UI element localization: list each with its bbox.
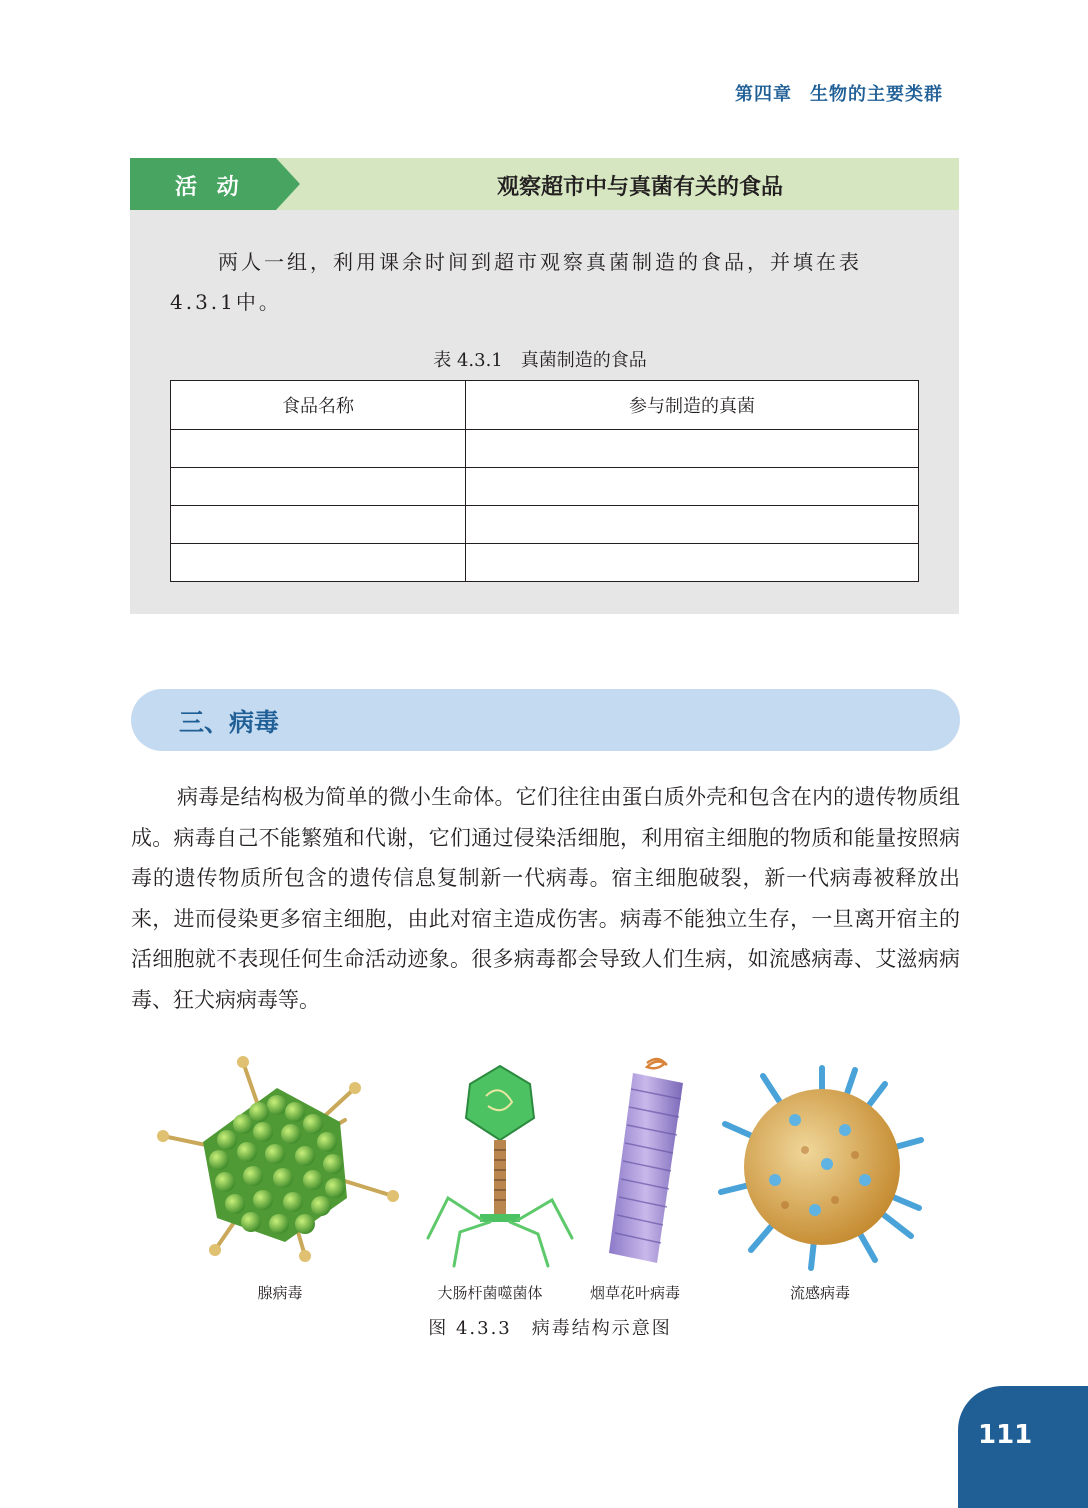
table-cell[interactable]: [171, 468, 466, 506]
section-banner: [131, 689, 960, 751]
table-cell[interactable]: [466, 544, 919, 582]
table-row: [171, 506, 919, 544]
table-cell[interactable]: [171, 506, 466, 544]
table-header-food-name: 食品名称: [171, 381, 466, 430]
table-cell[interactable]: [466, 468, 919, 506]
adenovirus-label: 腺病毒: [257, 1284, 303, 1302]
section-title: 三、病毒: [179, 708, 280, 737]
activity-header: [130, 158, 959, 210]
activity-instructions: 两人一组，利用课余时间到超市观察真菌制造的食品，并填在表4.3.1中。: [170, 250, 862, 314]
tobacco-mosaic-virus-illustration: [595, 1055, 705, 1270]
virus-figure: [150, 1050, 950, 1350]
bacteriophage-illustration: [420, 1060, 580, 1270]
table-cell[interactable]: [171, 430, 466, 468]
table-row: [171, 468, 919, 506]
influenza-virus-illustration: [715, 1060, 930, 1275]
table-header-row: [171, 381, 919, 430]
table-row: [171, 544, 919, 582]
page-number-tab: [958, 1386, 1088, 1508]
table-caption: 表 4.3.1 真菌制造的食品: [433, 350, 647, 371]
activity-title: 观察超市中与真菌有关的食品: [496, 175, 783, 200]
activity-box: [130, 158, 959, 614]
table-header-fungus: 参与制造的真菌: [466, 381, 919, 430]
activity-tag-label: 活 动: [175, 175, 245, 200]
adenovirus-illustration: [155, 1050, 400, 1270]
tobacco-mosaic-virus-label: 烟草花叶病毒: [589, 1284, 680, 1302]
fungi-food-table: [170, 380, 919, 582]
chapter-number: 第四章: [735, 84, 792, 105]
page-number: 111: [978, 1420, 1033, 1450]
influenza-virus-label: 流感病毒: [789, 1284, 850, 1302]
chapter-header: [735, 80, 995, 110]
table-cell[interactable]: [466, 430, 919, 468]
figure-caption: 图 4.3.3 病毒结构示意图: [428, 1318, 672, 1339]
table-cell[interactable]: [466, 506, 919, 544]
virus-body-text: 病毒是结构极为简单的微小生命体。它们往往由蛋白质外壳和包含在内的遗传物质组成。病毒自己不能繁殖和代谢，它们通过侵染活细胞，利用宿主细胞的物质和能量按照病毒的遗传物质所包含的遗传信息复制新一代病毒。宿主细胞破裂，新一代病毒被释放出来，进而侵染更多宿主细胞，由此对宿主造成伤害。病毒不能独立生存，一旦离开宿主的活细胞就不表现任何生命活动迹象。很多病毒都会导致人们生病，如流感病毒、艾滋病病毒、狂犬病病毒等。: [131, 785, 960, 1012]
table-row: [171, 430, 919, 468]
table-cell[interactable]: [171, 544, 466, 582]
bacteriophage-label: 大肠杆菌噬菌体: [437, 1284, 543, 1302]
chapter-title: 生物的主要类群: [810, 84, 943, 105]
